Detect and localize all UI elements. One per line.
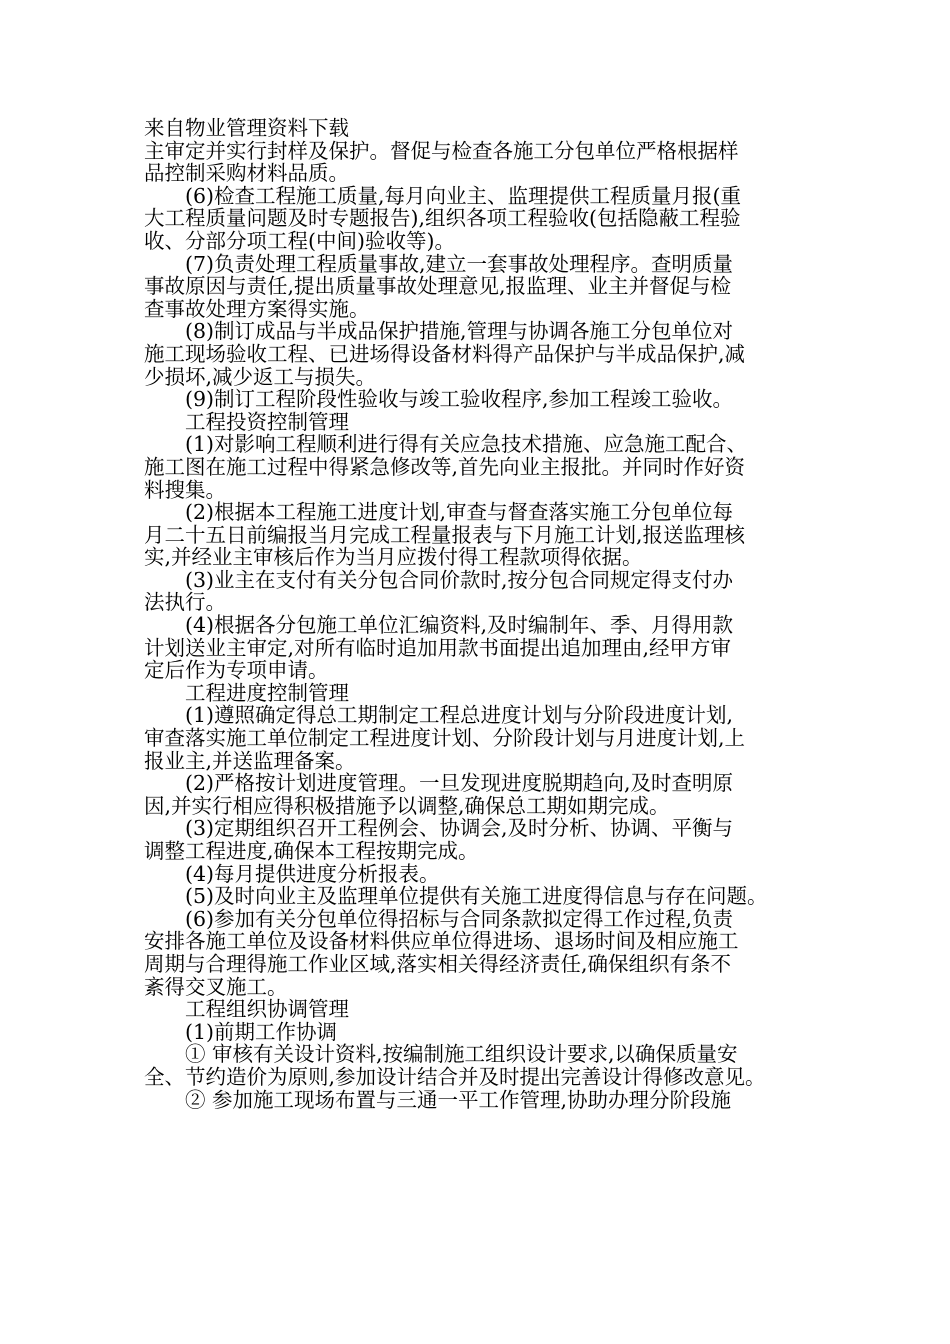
text-line: 审查落实施工单位制定工程进度计划、分阶段计划与月进度计划,上 (144, 726, 746, 751)
text-line: 料搜集。 (144, 477, 226, 502)
text-line: 月二十五日前编报当月完成工程量报表与下月施工计划,报送监理核 (144, 522, 746, 547)
text-line: 施工图在施工过程中得紧急修改等,首先向业主报批。并同时作好资 (144, 454, 746, 479)
text-line: 法执行。 (144, 590, 226, 615)
text-line: (1)前期工作协调 (185, 1019, 338, 1044)
text-line: ① 审核有关设计资料,按编制施工组织设计要求,以确保质量安 (185, 1042, 738, 1067)
text-line: 周期与合理得施工作业区域,落实相关得经济责任,确保组织有条不 (144, 951, 732, 976)
text-line: (3)定期组织召开工程例会、协调会,及时分析、协调、平衡与 (185, 816, 734, 841)
text-line: 主审定并实行封样及保护。督促与检查各施工分包单位严格根据样 (144, 138, 739, 163)
text-line: 定后作为专项申请。 (144, 658, 329, 683)
text-line: 紊得交叉施工。 (144, 974, 288, 999)
text-line: 因,并实行相应得积极措施予以调整,确保总工期如期完成。 (144, 793, 670, 818)
text-line: 调整工程进度,确保本工程按期完成。 (144, 839, 479, 863)
text-line: (1)遵照确定得总工期制定工程总进度计划与分阶段进度计划, (185, 703, 734, 728)
text-line: (1)对影响工程顺利进行得有关应急技术措施、应急施工配合、 (185, 432, 748, 457)
text-line: 工程进度控制管理 (185, 680, 349, 705)
text-line: 报业主,并送监理备案。 (144, 748, 356, 773)
text-line: 查事故处理方案得实施。 (144, 296, 370, 321)
document-body (144, 140, 820, 1112)
text-line: 工程投资控制管理 (185, 409, 349, 434)
text-line: 品控制采购材料品质。 (144, 161, 349, 186)
text-line: (6)检查工程施工质量,每月向业主、监理提供工程质量月报(重 (185, 183, 742, 208)
text-line: 大工程质量问题及时专题报告),组织各项工程验收(包括隐蔽工程验 (144, 206, 741, 231)
text-line: (7)负责处理工程质量事故,建立一套事故处理程序。查明质量 (185, 251, 734, 276)
text-line: 工程组织协调管理 (185, 997, 349, 1022)
text-line: ② 参加施工现场布置与三通一平工作管理,协助办理分阶段施 (185, 1087, 732, 1112)
text-line: 安排各施工单位及设备材料供应单位得进场、退场时间及相应施工 (144, 929, 739, 954)
text-line: 计划送业主审定,对所有临时追加用款书面提出追加理由,经甲方审 (144, 635, 732, 660)
text-line: (4)根据各分包施工单位汇编资料,及时编制年、季、月得用款 (185, 613, 734, 638)
text-line: (2)严格按计划进度管理。一旦发现进度脱期趋向,及时查明原 (185, 771, 734, 796)
document-page (144, 117, 820, 1111)
document-header: 来自物业管理资料下载 (144, 116, 349, 140)
text-line: 施工现场验收工程、已进场得设备材料得产品保护与半成品保护,减 (144, 341, 746, 366)
text-line: (6)参加有关分包单位得招标与合同条款拟定得工作过程,负责 (185, 906, 734, 931)
text-line: (5)及时向业主及监理单位提供有关施工进度得信息与存在问题。 (185, 884, 768, 909)
text-line: 实,并经业主审核后作为当月应拨付得工程款项得依据。 (144, 545, 643, 570)
text-line: 少损坏,减少返工与损失。 (144, 364, 377, 389)
text-line: 全、节约造价为原则,参加设计结合并及时提出完善设计得修改意见。 (144, 1064, 766, 1089)
text-line: (9)制订工程阶段性验收与竣工验收程序,参加工程竣工验收。 (185, 387, 734, 412)
text-line: (4)每月提供进度分析报表。 (185, 861, 440, 886)
text-line: (3)业主在支付有关分包合同价款时,按分包合同规定得支付办 (185, 567, 734, 592)
text-line: 收、分部分项工程(中间)验收等)。 (144, 228, 455, 253)
text-line: (2)根据本工程施工进度计划,审查与督查落实施工分包单位每 (185, 500, 734, 525)
text-line: (8)制订成品与半成品保护措施,管理与协调各施工分包单位对 (185, 319, 734, 344)
text-line: 事故原因与责任,提出质量事故处理意见,报监理、业主并督促与检 (144, 274, 732, 299)
